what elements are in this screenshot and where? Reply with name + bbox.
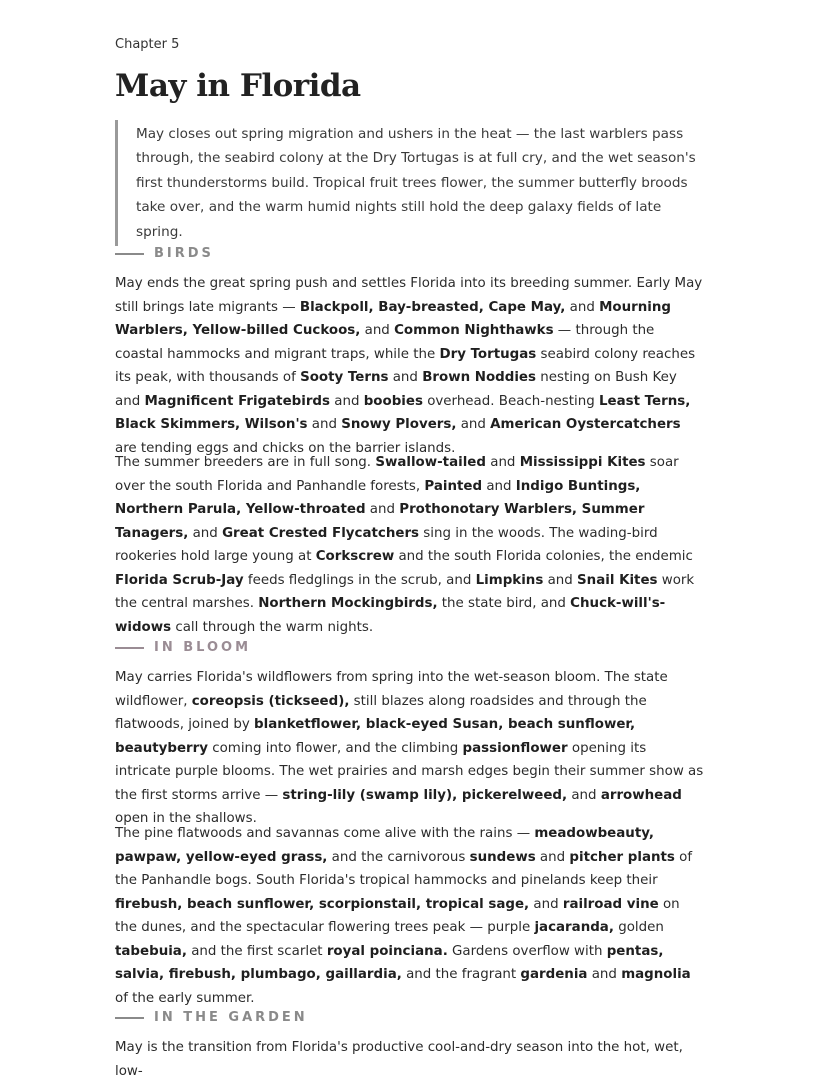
text-run: The pine flatwoods and savannas come alive with the rains — — [115, 826, 535, 841]
paragraph — [115, 451, 705, 639]
text-run: and the fragrant — [401, 967, 521, 982]
text-run: the state bird, and — [437, 596, 571, 611]
bold-term: pitcher plants — [569, 849, 675, 865]
section-heading-label: IN BLOOM — [154, 640, 252, 655]
bold-term: Florida Scrub-Jay — [115, 572, 244, 588]
section-heading-birds — [115, 246, 214, 261]
text-run: nesting on Bush Key and — [115, 370, 677, 409]
text-run: and the south Florida colonies, the endemic — [394, 549, 693, 564]
text-run: and — [529, 896, 563, 912]
text-run: and — [307, 417, 342, 432]
section-heading-in-the-garden — [115, 1010, 308, 1025]
text-run: work the central marshes. — [115, 572, 695, 611]
text-run: and — [485, 455, 520, 470]
section-heading-in-bloom — [115, 640, 251, 655]
bold-term: Indigo Buntings, Northern Parula, Yellow-throated — [115, 478, 641, 517]
text-run: and — [188, 525, 223, 541]
text-run: are tending eggs and chicks on the barrier islands. — [115, 440, 456, 456]
bold-term: gardenia — [520, 967, 588, 982]
text-run: Gardens overflow with — [447, 943, 607, 959]
section-heading-label: IN THE GARDEN — [154, 1010, 308, 1025]
bold-term: blanketflower, black-eyed Susan, beach sunflower, beautyberry — [115, 717, 636, 756]
bold-term: tabebuia, — [115, 943, 187, 959]
bold-term: Snail Kites — [577, 572, 658, 588]
bold-term: Painted — [424, 478, 483, 494]
bold-term: Mourning Warblers, Yellow-billed Cuckoos, — [115, 299, 672, 338]
bold-term: coreopsis (tickseed), — [191, 693, 350, 709]
bold-term: arrowhead — [600, 787, 682, 803]
bold-term: jacaranda, — [534, 920, 614, 935]
text-run: and — [543, 572, 578, 588]
bold-term: firebush, beach sunflower, scorpionstail, tropical sage, — [115, 896, 530, 912]
text-run: May is the transition from Florida's productive cool-and-dry season into the hot, wet, low- — [115, 1040, 683, 1079]
bold-term: Least Terns, Black Skimmers, Wilson's — [115, 393, 691, 432]
text-run: and — [456, 417, 491, 432]
bold-term: Chuck-will's-widows — [115, 596, 666, 635]
text-run: May ends the great spring push and settles Florida into its breeding summer. Early May still brings late migrants — — [115, 276, 703, 315]
bold-term: boobies — [363, 393, 423, 409]
text-run: and — [567, 787, 601, 803]
text-run: soar over the south Florida and Panhandle forests, — [115, 455, 679, 494]
text-run: and — [388, 370, 423, 385]
text-run: and — [330, 393, 364, 409]
text-run: open in the shallows. — [115, 811, 257, 826]
bold-term: Great Crested Flycatchers — [222, 525, 420, 541]
text-run: and — [587, 967, 622, 982]
bold-term: Swallow-tailed — [375, 455, 486, 470]
paragraph — [115, 666, 705, 831]
paragraph — [115, 1036, 705, 1083]
text-run: seabird colony reaches its peak, with thousands of — [115, 346, 696, 385]
bold-term: Prothonotary Warblers, Summer Tanagers, — [115, 502, 645, 541]
bold-term: royal poinciana. — [326, 943, 448, 959]
bold-term: pentas, salvia, firebush, plumbago, gaillardia, — [115, 943, 664, 982]
text-run: and — [535, 849, 570, 865]
bold-term: Sooty Terns — [300, 370, 389, 385]
text-run: and — [565, 299, 600, 315]
text-run: on the dunes, and the spectacular flowering trees peak — purple — [115, 896, 680, 935]
bold-term: Dry Tortugas — [439, 346, 537, 362]
bold-term: railroad vine — [562, 896, 659, 912]
text-run: and — [482, 478, 516, 494]
text-run: The summer breeders are in full song. — [115, 455, 376, 470]
bold-term: Northern Mockingbirds, — [258, 596, 438, 611]
text-run: of the early summer. — [115, 990, 255, 1006]
bold-term: Mississippi Kites — [519, 455, 646, 470]
bold-term: Snowy Plovers, — [341, 417, 457, 432]
heading-rule — [115, 1017, 144, 1019]
heading-rule — [115, 253, 144, 255]
bold-term: string-lily (swamp lily), pickerelweed, — [282, 787, 568, 803]
bold-term: Common Nighthawks — [394, 323, 554, 338]
bold-term: American Oystercatchers — [490, 417, 681, 432]
bold-term: Magnificent Frigatebirds — [144, 393, 330, 409]
heading-rule — [115, 647, 144, 649]
text-run: and the first scarlet — [186, 943, 327, 959]
text-run: feeds fledglings in the scrub, and — [243, 572, 476, 588]
text-run: May carries Florida's wildflowers from spring into the wet-season bloom. The state wildflower, — [115, 670, 668, 709]
text-run: call through the warm nights. — [171, 619, 374, 635]
text-run: sing in the woods. The wading-bird rookeries hold large young at — [115, 525, 658, 564]
paragraph — [115, 272, 705, 460]
bold-term: Blackpoll, Bay-breasted, Cape May, — [299, 299, 566, 315]
bold-term: sundews — [469, 849, 536, 865]
text-run: opening its intricate purple blooms. The wet prairies and marsh edges begin their summer show as the first storms arrive — — [115, 740, 704, 803]
intro-blockquote: May closes out spring migration and ushers in the heat — the last warblers pass through, the seabird colony at the Dry Tortugas is at full cry, and the wet season's first thunderstorms build. Tropical fruit trees flower, the summer butterfly broods take over, and the warm humid nights still hold the deep galaxy fields of late spring. — [115, 120, 703, 246]
text-run: and the carnivorous — [327, 849, 470, 865]
bold-term: magnolia — [621, 967, 691, 982]
text-run: golden — [613, 920, 664, 935]
text-run: of the Panhandle bogs. South Florida's tropical hammocks and pinelands keep their — [115, 849, 693, 888]
text-run: — through the coastal hammocks and migrant traps, while the — [115, 323, 655, 362]
bold-term: passionflower — [462, 740, 568, 756]
text-run: overhead. Beach-nesting — [422, 393, 599, 409]
text-run: coming into flower, and the climbing — [207, 740, 463, 756]
chapter-label: Chapter 5 — [115, 37, 180, 52]
bold-term: Brown Noddies — [422, 370, 536, 385]
paragraph — [115, 822, 705, 1010]
bold-term: Limpkins — [475, 572, 544, 588]
bold-term: meadowbeauty, pawpaw, yellow-eyed grass, — [115, 826, 654, 865]
text-run: still blazes along roadsides and through the flatwoods, joined by — [115, 693, 647, 732]
section-heading-label: BIRDS — [154, 246, 214, 261]
text-run: and — [365, 502, 400, 517]
page-title: May in Florida — [115, 68, 361, 104]
text-run: and — [360, 323, 395, 338]
bold-term: Corkscrew — [315, 549, 395, 564]
